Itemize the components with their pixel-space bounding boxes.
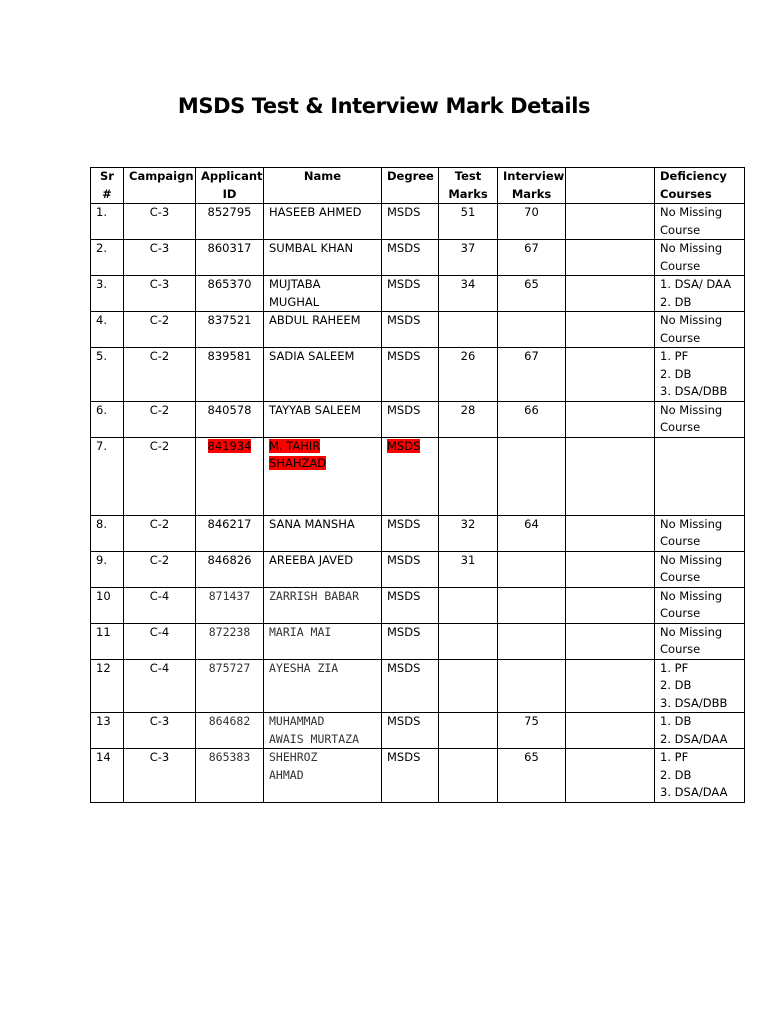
test-marks-cell: 28 xyxy=(439,401,498,437)
sr-cell: 5. xyxy=(91,348,124,402)
table-row xyxy=(91,312,745,348)
marks-table xyxy=(90,167,745,803)
degree-cell: MSDS xyxy=(382,587,439,623)
degree-cell: MSDS xyxy=(382,623,439,659)
deficiency-cell: No Missing Course xyxy=(655,401,745,437)
degree-cell: MSDS xyxy=(382,348,439,402)
test-marks-cell: 26 xyxy=(439,348,498,402)
header-name: Name xyxy=(264,168,382,204)
blank-cell xyxy=(566,623,655,659)
deficiency-cell: 1. DB 2. DSA/DAA xyxy=(655,713,745,749)
interview-marks-cell xyxy=(498,437,566,515)
deficiency-cell xyxy=(655,437,745,515)
degree-cell: MSDS xyxy=(382,713,439,749)
name-cell: MUHAMMAD AWAIS MURTAZA xyxy=(264,713,382,749)
applicant-id-cell: 865383 xyxy=(196,749,264,803)
name-cell: TAYYAB SALEEM xyxy=(264,401,382,437)
name-cell: MUJTABA MUGHAL xyxy=(264,276,382,312)
deficiency-cell: No Missing Course xyxy=(655,515,745,551)
campaign-cell: C-2 xyxy=(124,348,196,402)
sr-cell: 4. xyxy=(91,312,124,348)
campaign-cell: C-4 xyxy=(124,623,196,659)
table-row xyxy=(91,659,745,713)
applicant-id-cell: 871437 xyxy=(196,587,264,623)
deficiency-cell: No Missing Course xyxy=(655,312,745,348)
interview-marks-cell xyxy=(498,659,566,713)
blank-cell xyxy=(566,276,655,312)
blank-cell xyxy=(566,749,655,803)
test-marks-cell: 37 xyxy=(439,240,498,276)
test-marks-cell xyxy=(439,312,498,348)
applicant-id-cell: 865370 xyxy=(196,276,264,312)
blank-cell xyxy=(566,587,655,623)
test-marks-cell xyxy=(439,749,498,803)
header-sr: Sr # xyxy=(91,168,124,204)
blank-cell xyxy=(566,659,655,713)
table-row xyxy=(91,749,745,803)
test-marks-cell xyxy=(439,437,498,515)
sr-cell: 9. xyxy=(91,551,124,587)
campaign-cell: C-2 xyxy=(124,401,196,437)
deficiency-cell: No Missing Course xyxy=(655,551,745,587)
name-cell: SUMBAL KHAN xyxy=(264,240,382,276)
sr-cell: 3. xyxy=(91,276,124,312)
header-deficiency-courses: Deficiency Courses xyxy=(655,168,745,204)
blank-cell xyxy=(566,713,655,749)
table-row xyxy=(91,437,745,515)
applicant-id-cell: 860317 xyxy=(196,240,264,276)
blank-cell xyxy=(566,401,655,437)
table-row xyxy=(91,276,745,312)
test-marks-cell xyxy=(439,713,498,749)
header-applicant-id: Applicant ID xyxy=(196,168,264,204)
table-row xyxy=(91,623,745,659)
header-blank xyxy=(566,168,655,204)
highlighted-text: MSDS xyxy=(387,438,421,453)
applicant-id-cell: 840578 xyxy=(196,401,264,437)
sr-cell: 2. xyxy=(91,240,124,276)
interview-marks-cell: 70 xyxy=(498,204,566,240)
header-degree: Degree xyxy=(382,168,439,204)
campaign-cell: C-4 xyxy=(124,587,196,623)
test-marks-cell xyxy=(439,659,498,713)
deficiency-cell: No Missing Course xyxy=(655,240,745,276)
sr-cell: 8. xyxy=(91,515,124,551)
degree-cell xyxy=(382,437,439,515)
applicant-id-cell: 872238 xyxy=(196,623,264,659)
campaign-cell: C-2 xyxy=(124,312,196,348)
applicant-id-cell xyxy=(196,437,264,515)
applicant-id-cell: 846217 xyxy=(196,515,264,551)
header-interview-marks: Interview Marks xyxy=(498,168,566,204)
deficiency-cell: 1. PF 2. DB 3. DSA/DAA xyxy=(655,749,745,803)
blank-cell xyxy=(566,240,655,276)
deficiency-cell: No Missing Course xyxy=(655,587,745,623)
degree-cell: MSDS xyxy=(382,749,439,803)
table-row xyxy=(91,204,745,240)
sr-cell: 13 xyxy=(91,713,124,749)
applicant-id-cell: 846826 xyxy=(196,551,264,587)
interview-marks-cell xyxy=(498,623,566,659)
table-row xyxy=(91,401,745,437)
name-cell: AREEBA JAVED xyxy=(264,551,382,587)
applicant-id-cell: 864682 xyxy=(196,713,264,749)
applicant-id-cell: 852795 xyxy=(196,204,264,240)
sr-cell: 6. xyxy=(91,401,124,437)
campaign-cell: C-3 xyxy=(124,713,196,749)
campaign-cell: C-3 xyxy=(124,240,196,276)
degree-cell: MSDS xyxy=(382,204,439,240)
name-cell: SANA MANSHA xyxy=(264,515,382,551)
highlighted-text: M. TAHIR SHAHZAD xyxy=(269,438,327,470)
deficiency-cell: No Missing Course xyxy=(655,623,745,659)
degree-cell: MSDS xyxy=(382,515,439,551)
test-marks-cell xyxy=(439,587,498,623)
test-marks-cell: 34 xyxy=(439,276,498,312)
name-cell: SHEHROZ AHMAD xyxy=(264,749,382,803)
name-cell: MARIA MAI xyxy=(264,623,382,659)
sr-cell: 12 xyxy=(91,659,124,713)
header-row xyxy=(91,168,745,204)
interview-marks-cell: 64 xyxy=(498,515,566,551)
sr-cell: 1. xyxy=(91,204,124,240)
name-cell: AYESHA ZIA xyxy=(264,659,382,713)
interview-marks-cell: 67 xyxy=(498,240,566,276)
name-cell: SADIA SALEEM xyxy=(264,348,382,402)
table-row xyxy=(91,713,745,749)
deficiency-cell: No Missing Course xyxy=(655,204,745,240)
campaign-cell: C-2 xyxy=(124,515,196,551)
blank-cell xyxy=(566,204,655,240)
degree-cell: MSDS xyxy=(382,276,439,312)
interview-marks-cell: 66 xyxy=(498,401,566,437)
interview-marks-cell: 67 xyxy=(498,348,566,402)
campaign-cell: C-2 xyxy=(124,437,196,515)
blank-cell xyxy=(566,551,655,587)
blank-cell xyxy=(566,312,655,348)
interview-marks-cell xyxy=(498,587,566,623)
interview-marks-cell: 65 xyxy=(498,749,566,803)
interview-marks-cell: 65 xyxy=(498,276,566,312)
test-marks-cell: 32 xyxy=(439,515,498,551)
degree-cell: MSDS xyxy=(382,240,439,276)
highlighted-text: 841934 xyxy=(207,438,252,453)
interview-marks-cell xyxy=(498,551,566,587)
name-cell xyxy=(264,437,382,515)
table-row xyxy=(91,240,745,276)
deficiency-cell: 1. PF 2. DB 3. DSA/DBB xyxy=(655,348,745,402)
blank-cell xyxy=(566,515,655,551)
campaign-cell: C-3 xyxy=(124,276,196,312)
interview-marks-cell: 75 xyxy=(498,713,566,749)
table-row xyxy=(91,348,745,402)
degree-cell: MSDS xyxy=(382,659,439,713)
deficiency-cell: 1. PF 2. DB 3. DSA/DBB xyxy=(655,659,745,713)
page-title: MSDS Test & Interview Mark Details xyxy=(177,94,591,118)
degree-cell: MSDS xyxy=(382,551,439,587)
test-marks-cell: 31 xyxy=(439,551,498,587)
sr-cell: 7. xyxy=(91,437,124,515)
campaign-cell: C-2 xyxy=(124,551,196,587)
test-marks-cell xyxy=(439,623,498,659)
sr-cell: 11 xyxy=(91,623,124,659)
campaign-cell: C-3 xyxy=(124,204,196,240)
header-campaign: Campaign xyxy=(124,168,196,204)
name-cell: HASEEB AHMED xyxy=(264,204,382,240)
table-row xyxy=(91,515,745,551)
campaign-cell: C-3 xyxy=(124,749,196,803)
deficiency-cell: 1. DSA/ DAA 2. DB xyxy=(655,276,745,312)
degree-cell: MSDS xyxy=(382,312,439,348)
table-row xyxy=(91,587,745,623)
applicant-id-cell: 839581 xyxy=(196,348,264,402)
blank-cell xyxy=(566,437,655,515)
sr-cell: 14 xyxy=(91,749,124,803)
test-marks-cell: 51 xyxy=(439,204,498,240)
name-cell: ZARRISH BABAR xyxy=(264,587,382,623)
applicant-id-cell: 875727 xyxy=(196,659,264,713)
header-test-marks: Test Marks xyxy=(439,168,498,204)
blank-cell xyxy=(566,348,655,402)
campaign-cell: C-4 xyxy=(124,659,196,713)
applicant-id-cell: 837521 xyxy=(196,312,264,348)
sr-cell: 10 xyxy=(91,587,124,623)
name-cell: ABDUL RAHEEM xyxy=(264,312,382,348)
table-row xyxy=(91,551,745,587)
interview-marks-cell xyxy=(498,312,566,348)
degree-cell: MSDS xyxy=(382,401,439,437)
